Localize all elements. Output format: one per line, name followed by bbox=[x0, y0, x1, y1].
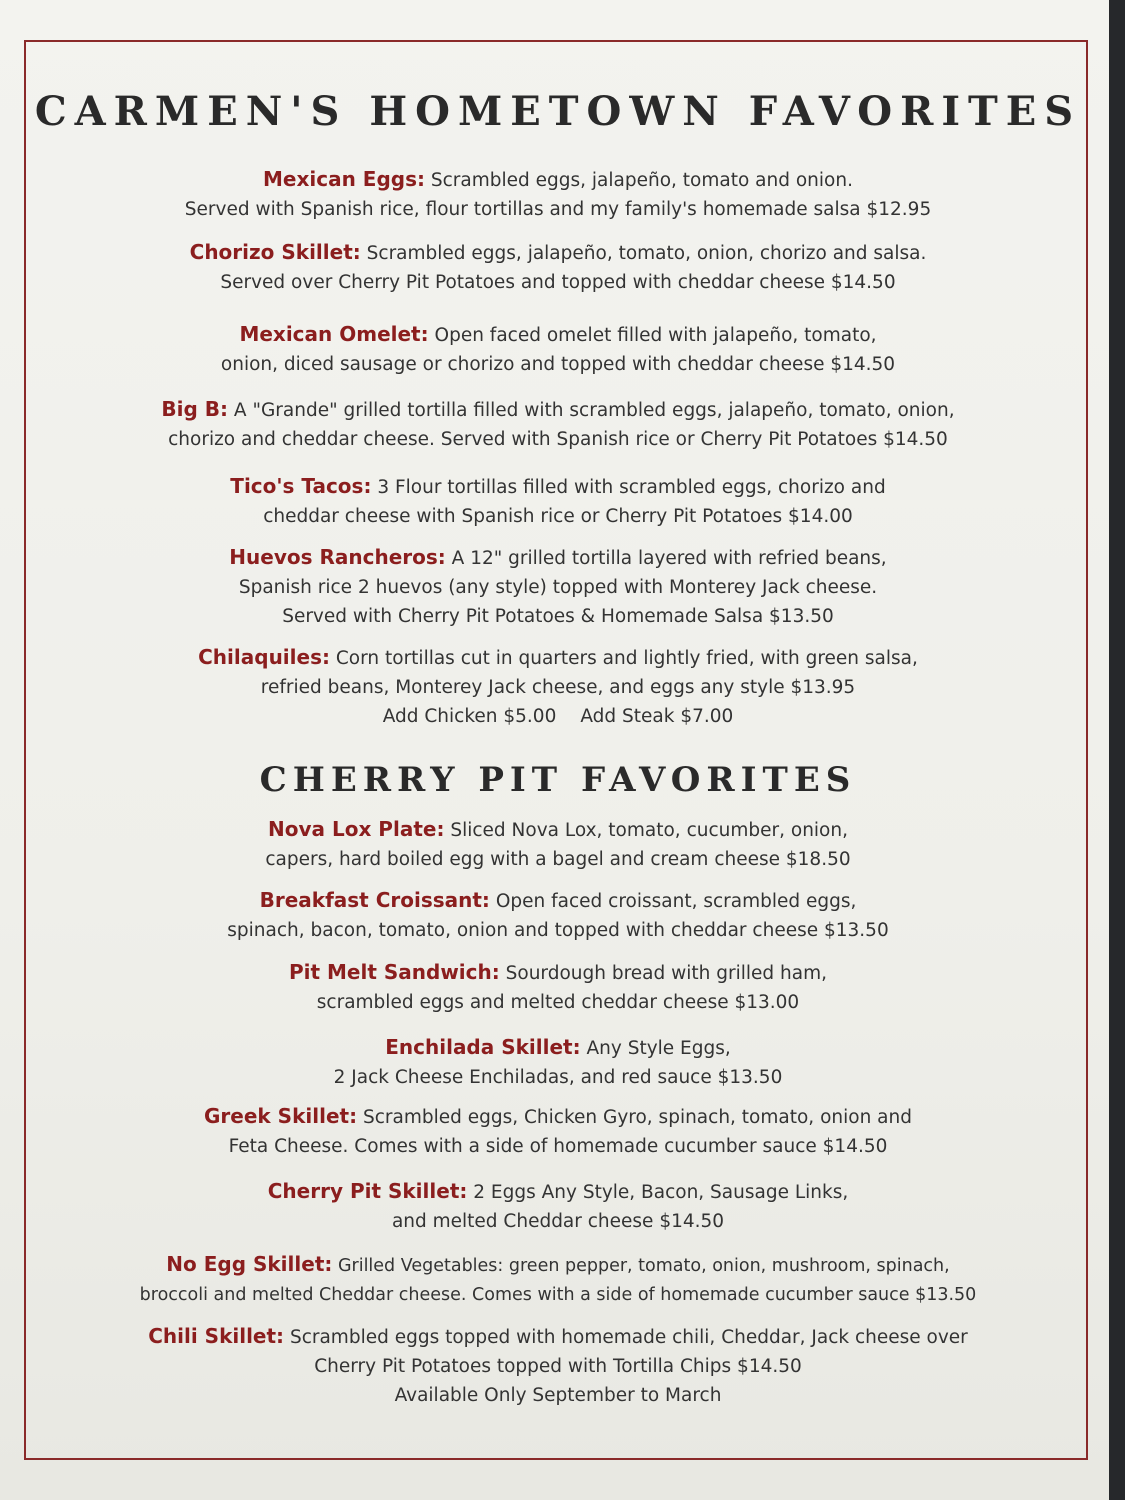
item-name: Huevos Rancheros: bbox=[229, 545, 446, 569]
menu-item-breakfast-croissant bbox=[50, 886, 1066, 945]
item-desc: spinach, bacon, tomato, onion and topped with cheddar cheese $13.50 bbox=[227, 920, 889, 941]
item-desc: Served with Spanish rice, flour tortillas and my family's homemade salsa $12.95 bbox=[184, 199, 932, 220]
item-name: Nova Lox Plate: bbox=[267, 817, 445, 841]
menu-item-no-egg-skillet bbox=[50, 1250, 1066, 1310]
menu-item-enchilada-skillet bbox=[50, 1033, 1066, 1092]
item-desc: Scrambled eggs, jalapeño, tomato, onion, chorizo and salsa. bbox=[366, 243, 927, 264]
item-desc: Served with Cherry Pit Potatoes & Homemade Salsa $13.50 bbox=[282, 606, 834, 627]
menu-item-greek-skillet bbox=[50, 1102, 1066, 1161]
item-desc: scrambled eggs and melted cheddar cheese $13.00 bbox=[316, 992, 800, 1013]
item-name: Chorizo Skillet: bbox=[189, 240, 361, 264]
item-name: Cherry Pit Skillet: bbox=[267, 1179, 468, 1203]
item-desc: Open faced croissant, scrambled eggs, bbox=[495, 891, 857, 912]
item-desc: Sourdough bread with grilled ham, bbox=[505, 963, 827, 984]
menu-item-mexican-eggs bbox=[50, 165, 1066, 224]
item-desc: 3 Flour tortillas filled with scrambled eggs, chorizo and bbox=[377, 477, 886, 498]
item-name: Chilaquiles: bbox=[198, 645, 330, 669]
item-availability: Available Only September to March bbox=[394, 1385, 722, 1406]
item-desc: 2 Eggs Any Style, Bacon, Sausage Links, bbox=[473, 1182, 849, 1203]
menu-item-nova-lox-plate bbox=[50, 815, 1066, 874]
item-desc: cheddar cheese with Spanish rice or Cherry Pit Potatoes $14.00 bbox=[263, 506, 853, 527]
item-desc: Spanish rice 2 huevos (any style) topped with Monterey Jack cheese. bbox=[238, 577, 878, 598]
item-desc: Open faced omelet filled with jalapeño, tomato, bbox=[434, 325, 877, 346]
item-name: Tico's Tacos: bbox=[230, 474, 372, 498]
menu-item-chilaquiles bbox=[50, 643, 1066, 731]
section-title-cherry-pit: CHERRY PIT FAVORITES bbox=[259, 760, 857, 800]
item-name: Mexican Eggs: bbox=[263, 167, 425, 191]
item-desc: A "Grande" grilled tortilla filled with scrambled eggs, jalapeño, tomato, onion, bbox=[233, 400, 955, 421]
menu-cover-edge bbox=[1109, 0, 1125, 1500]
menu-item-huevos-rancheros bbox=[50, 543, 1066, 631]
item-name: Breakfast Croissant: bbox=[259, 888, 490, 912]
item-desc: Corn tortillas cut in quarters and lightly fried, with green salsa, bbox=[335, 648, 918, 669]
item-desc: Served over Cherry Pit Potatoes and topped with cheddar cheese $14.50 bbox=[220, 272, 896, 293]
item-desc: Scrambled eggs, Chicken Gyro, spinach, tomato, onion and bbox=[362, 1107, 912, 1128]
menu-item-ticos-tacos bbox=[50, 472, 1066, 531]
item-desc: refried beans, Monterey Jack cheese, and eggs any style $13.95 bbox=[260, 677, 856, 698]
menu-item-mexican-omelet bbox=[50, 320, 1066, 379]
item-desc: A 12" grilled tortilla layered with refried beans, bbox=[451, 548, 887, 569]
item-desc: onion, diced sausage or chorizo and topped with cheddar cheese $14.50 bbox=[220, 354, 896, 375]
item-desc: Grilled Vegetables: green pepper, tomato, onion, mushroom, spinach, bbox=[337, 1256, 950, 1276]
item-desc: and melted Cheddar cheese $14.50 bbox=[391, 1211, 725, 1232]
addon-chicken: Add Chicken $5.00 bbox=[382, 706, 557, 727]
item-desc: Scrambled eggs, jalapeño, tomato and onion. bbox=[430, 170, 853, 191]
item-name: No Egg Skillet: bbox=[166, 1252, 333, 1276]
menu-item-big-b bbox=[50, 395, 1066, 454]
item-name: Big B: bbox=[161, 397, 229, 421]
item-desc: 2 Jack Cheese Enchiladas, and red sauce $13.50 bbox=[333, 1067, 783, 1088]
item-desc: broccoli and melted Cheddar cheese. Comes with a side of homemade cucumber sauce $13.50 bbox=[139, 1285, 977, 1305]
section-title-hometown: CARMEN'S HOMETOWN FAVORITES bbox=[34, 88, 1082, 135]
item-name: Enchilada Skillet: bbox=[385, 1035, 581, 1059]
item-name: Mexican Omelet: bbox=[239, 322, 429, 346]
item-name: Greek Skillet: bbox=[204, 1104, 358, 1128]
item-name: Chili Skillet: bbox=[148, 1324, 285, 1348]
item-desc: Feta Cheese. Comes with a side of homemade cucumber sauce $14.50 bbox=[228, 1136, 888, 1157]
item-desc: chorizo and cheddar cheese. Served with Spanish rice or Cherry Pit Potatoes $14.50 bbox=[168, 429, 948, 450]
item-desc: Sliced Nova Lox, tomato, cucumber, onion, bbox=[450, 820, 848, 841]
item-desc: Cherry Pit Potatoes topped with Tortilla Chips $14.50 bbox=[314, 1356, 802, 1377]
addon-steak: Add Steak $7.00 bbox=[580, 706, 734, 727]
item-desc: Scrambled eggs topped with homemade chili, Cheddar, Jack cheese over bbox=[289, 1327, 968, 1348]
item-desc: capers, hard boiled egg with a bagel and cream cheese $18.50 bbox=[265, 849, 851, 870]
menu-item-chili-skillet bbox=[50, 1322, 1066, 1410]
item-name: Pit Melt Sandwich: bbox=[288, 960, 500, 984]
menu-item-cherry-pit-skillet bbox=[50, 1177, 1066, 1236]
item-addons bbox=[50, 702, 1066, 731]
item-desc: Any Style Eggs, bbox=[586, 1038, 731, 1059]
menu-item-pit-melt-sandwich bbox=[50, 958, 1066, 1017]
menu-item-chorizo-skillet bbox=[50, 238, 1066, 297]
